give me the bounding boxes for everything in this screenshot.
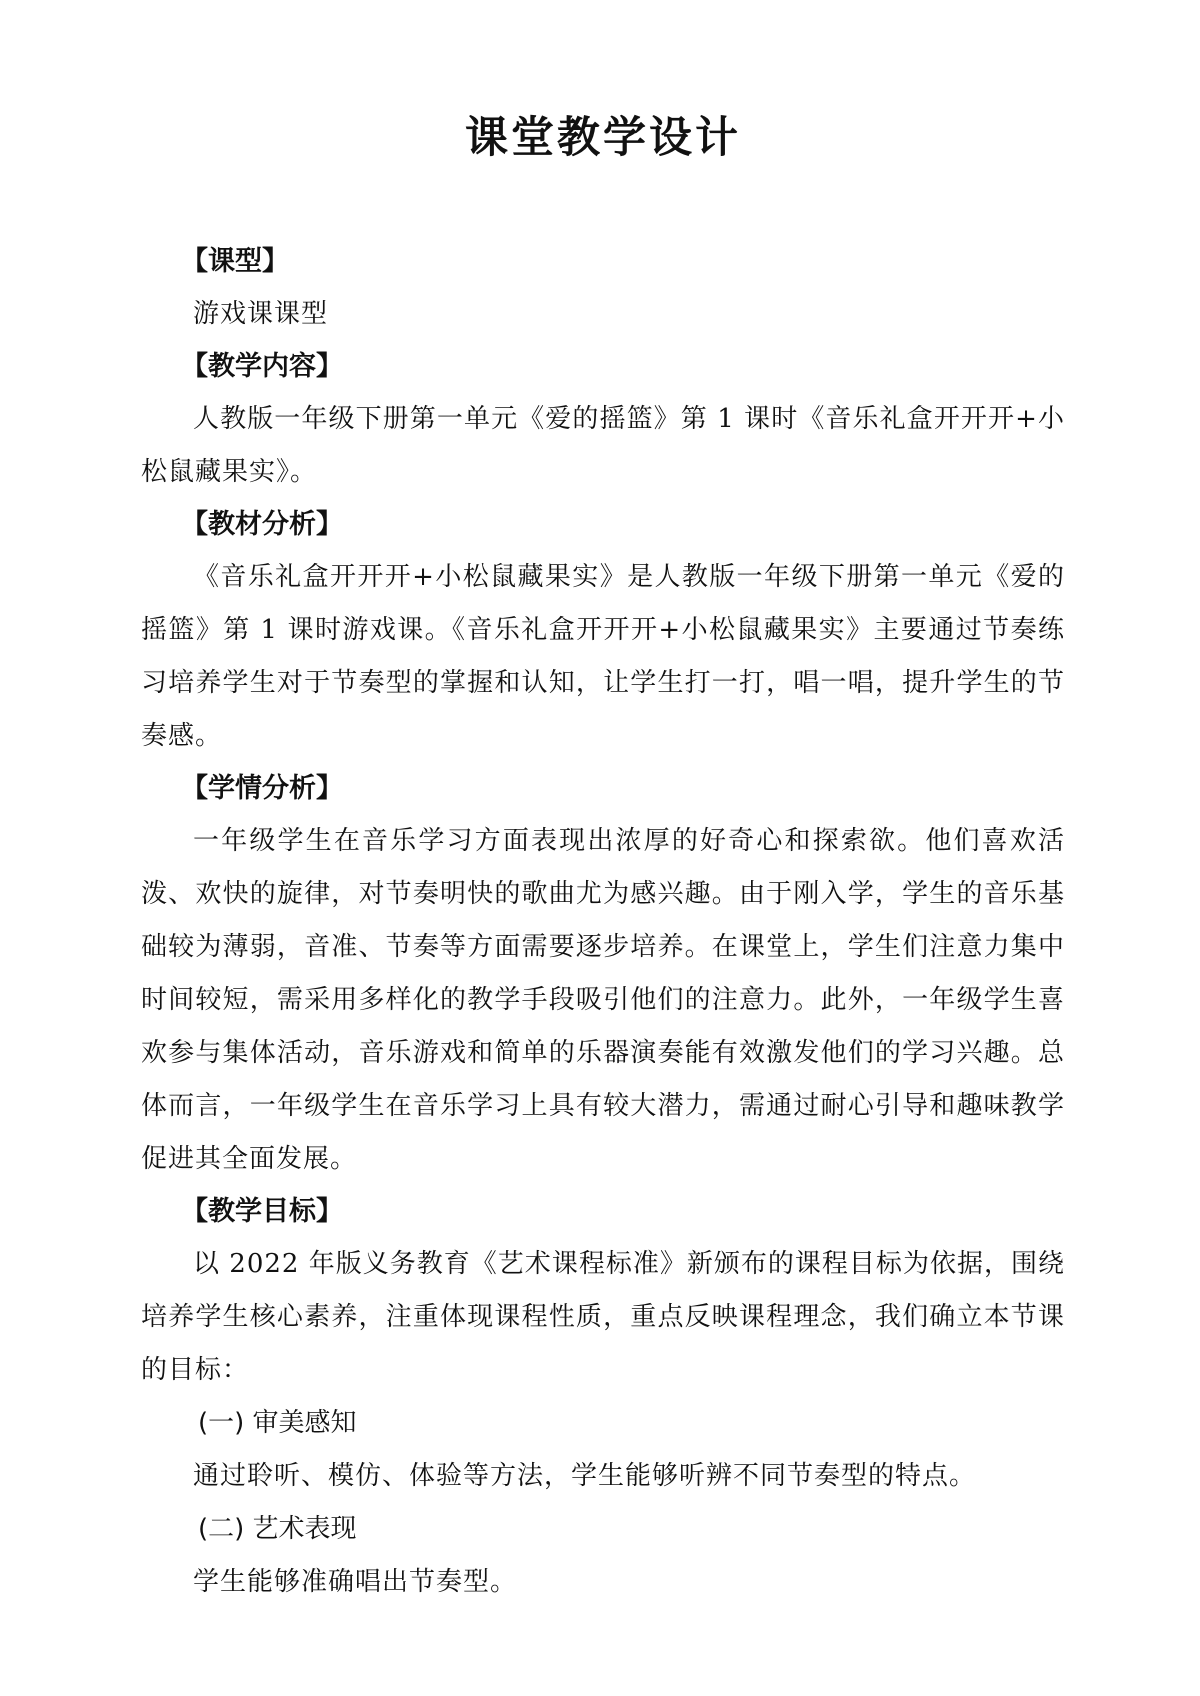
section-heading-student-analysis: 【学情分析】 (181, 773, 343, 804)
paragraph-goals: 以 2022 年版义务教育《艺术课程标准》新颁布的课程目标为依据，围绕培养学生核心素养，注重体现课程性质，重点反映课程理念，我们确立本节课的目标： (141, 1249, 1065, 1385)
section-heading-material-analysis: 【教材分析】 (181, 509, 343, 540)
section-heading-course-type: 【课型】 (181, 246, 289, 277)
paragraph-course-type: 游戏课课型 (193, 299, 329, 329)
goal-text-artistic-expression: 学生能够准确唱出节奏型。 (193, 1567, 518, 1597)
goal-text-aesthetic-perception: 通过聆听、模仿、体验等方法，学生能够听辨不同节奏型的特点。 (193, 1461, 977, 1491)
goal-heading-artistic-expression: (二) 艺术表现 (198, 1514, 357, 1544)
paragraph-content: 人教版一年级下册第一单元《爱的摇篮》第 1 课时《音乐礼盒开开开+小松鼠藏果实》。 (141, 404, 1065, 487)
section-heading-goals: 【教学目标】 (181, 1196, 343, 1227)
document-title: 课堂教学设计 (465, 113, 741, 163)
section-heading-content: 【教学内容】 (181, 351, 343, 382)
paragraph-material-analysis: 《音乐礼盒开开开+小松鼠藏果实》是人教版一年级下册第一单元《爱的摇篮》第 1 课时游戏课。《音乐礼盒开开开+小松鼠藏果实》主要通过节奏练习培养学生对于节奏型的掌握和认知，让学生打一打，唱一唱，提升学生的节奏感。 (141, 562, 1065, 751)
goal-heading-aesthetic-perception: (一) 审美感知 (198, 1408, 357, 1438)
paragraph-student-analysis: 一年级学生在音乐学习方面表现出浓厚的好奇心和探索欲。他们喜欢活泼、欢快的旋律，对节奏明快的歌曲尤为感兴趣。由于刚入学，学生的音乐基础较为薄弱，音准、节奏等方面需要逐步培养。在课堂上，学生们注意力集中时间较短，需采用多样化的教学手段吸引他们的注意力。此外，一年级学生喜欢参与集体活动，音乐游戏和简单的乐器演奏能有效激发他们的学习兴趣。总体而言，一年级学生在音乐学习上具有较大潜力，需通过耐心引导和趣味教学促进其全面发展。 (141, 826, 1065, 1174)
